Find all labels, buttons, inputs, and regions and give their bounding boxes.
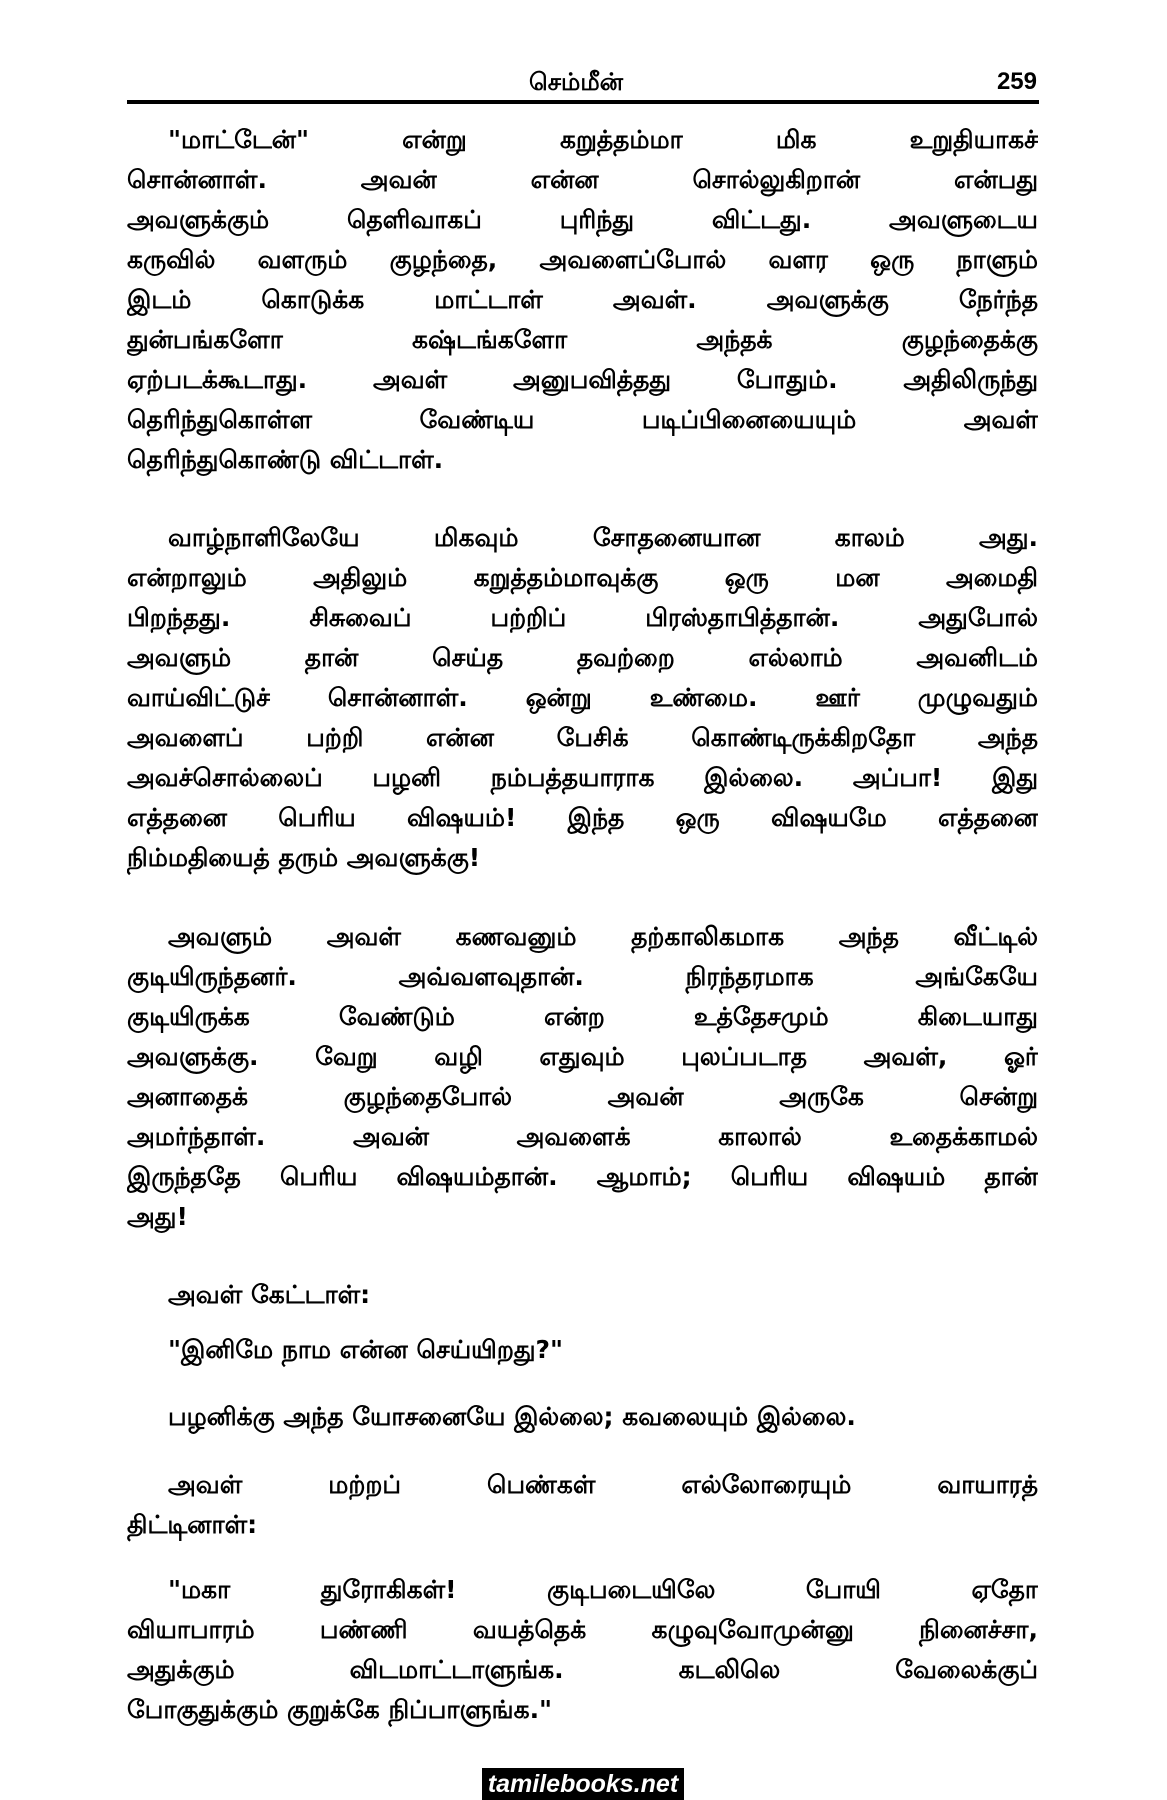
text-line: அவள் மற்றப் பெண்கள் எல்லோரையும் வாயாரத் — [168, 1470, 1038, 1499]
text-line: குடியிருந்தனர். அவ்வளவுதான். நிரந்தரமாக அங்கேயே — [127, 962, 1038, 991]
text-line: அது! — [127, 1202, 188, 1231]
page-number: 259 — [996, 68, 1037, 95]
text-line: பழனிக்கு அந்த யோசனையே இல்லை; கவலையும் இல்லை. — [168, 1402, 856, 1431]
text-line: இருந்ததே பெரிய விஷயம்தான். ஆமாம்; பெரிய விஷயம் தான் — [127, 1162, 1038, 1191]
text-line: அவள் கேட்டாள்: — [168, 1280, 371, 1309]
text-line: எத்தனை பெரிய விஷயம்! இந்த ஒரு விஷயமே எத்தனை — [127, 803, 1038, 832]
text-line: வாழ்நாளிலேயே மிகவும் சோதனையான காலம் அது. — [168, 523, 1038, 552]
text-line: இடம் கொடுக்க மாட்டாள் அவள். அவளுக்கு நேர்ந்த — [127, 285, 1038, 314]
text-line: நிம்மதியைத் தரும் அவளுக்கு! — [127, 843, 481, 872]
text-line: "மாட்டேன்" என்று கறுத்தம்மா மிக உறுதியாகச் — [168, 125, 1038, 154]
paragraph — [127, 120, 1038, 480]
text-line: என்றாலும் அதிலும் கறுத்தம்மாவுக்கு ஒரு மன அமைதி — [127, 563, 1038, 592]
text-line: அவளுக்கு. வேறு வழி எதுவும் புலப்படாத அவள், ஓர் — [127, 1042, 1038, 1071]
text-line: அவளும் தான் செய்த தவற்றை எல்லாம் அவனிடம் — [127, 643, 1038, 672]
text-line: "இனிமே நாம என்ன செய்யிறது?" — [168, 1335, 564, 1364]
book-title: செம்மீன் — [529, 68, 623, 96]
text-line: குடியிருக்க வேண்டும் என்ற உத்தேசமும் கிடையாது — [127, 1002, 1038, 1031]
header-rule — [127, 100, 1039, 104]
text-line: தெரிந்துகொண்டு விட்டாள். — [127, 445, 444, 474]
paragraph — [127, 1275, 1038, 1315]
text-line: அவளுக்கும் தெளிவாகப் புரிந்து விட்டது. அவளுடைய — [127, 205, 1038, 234]
text-line: போகுதுக்கும் குறுக்கே நிப்பாளுங்க." — [127, 1695, 553, 1724]
text-line: அதுக்கும் விடமாட்டாளுங்க. கடலிலெ வேலைக்குப் — [127, 1655, 1038, 1684]
text-line: வாய்விட்டுச் சொன்னாள். ஒன்று உண்மை. ஊர் முழுவதும் — [127, 683, 1038, 712]
text-line: கருவில் வளரும் குழந்தை, அவளைப்போல் வளர ஒரு நாளும் — [127, 245, 1038, 274]
text-line: அனாதைக் குழந்தைபோல் அவன் அருகே சென்று — [127, 1082, 1038, 1111]
text-line: அவளைப் பற்றி என்ன பேசிக் கொண்டிருக்கிறதோ அந்த — [127, 723, 1038, 752]
paragraph — [127, 1330, 1038, 1370]
text-line: அமர்ந்தாள். அவன் அவளைக் காலால் உதைக்காமல் — [127, 1122, 1038, 1151]
text-line: வியாபாரம் பண்ணி வயத்தெக் கழுவுவோமுன்னு நினைச்சா, — [127, 1615, 1038, 1644]
watermark: tamilebooks.net — [482, 1768, 684, 1800]
text-line: பிறந்தது. சிசுவைப் பற்றிப் பிரஸ்தாபித்தான். அதுபோல் — [127, 603, 1038, 632]
text-line: "மகா துரோகிகள்! குடிபடையிலே போயி ஏதோ — [168, 1575, 1038, 1604]
paragraph — [127, 1465, 1038, 1545]
text-line: அவளும் அவள் கணவனும் தற்காலிகமாக அந்த வீட்டில் — [168, 922, 1038, 951]
text-line: சொன்னாள். அவன் என்ன சொல்லுகிறான் என்பது — [127, 165, 1038, 194]
paragraph — [127, 518, 1038, 878]
text-line: அவச்சொல்லைப் பழனி நம்பத்தயாராக இல்லை. அப்பா! இது — [127, 763, 1038, 792]
paragraph — [127, 917, 1038, 1237]
paragraph — [127, 1570, 1038, 1730]
paragraph — [127, 1397, 1038, 1437]
text-line: ஏற்படக்கூடாது. அவள் அனுபவித்தது போதும். அதிலிருந்து — [127, 365, 1038, 394]
text-line: திட்டினாள்: — [127, 1510, 258, 1539]
text-line: தெரிந்துகொள்ள வேண்டிய படிப்பினையையும் அவள் — [127, 405, 1038, 434]
text-line: துன்பங்களோ கஷ்டங்களோ அந்தக் குழந்தைக்கு — [127, 325, 1038, 354]
